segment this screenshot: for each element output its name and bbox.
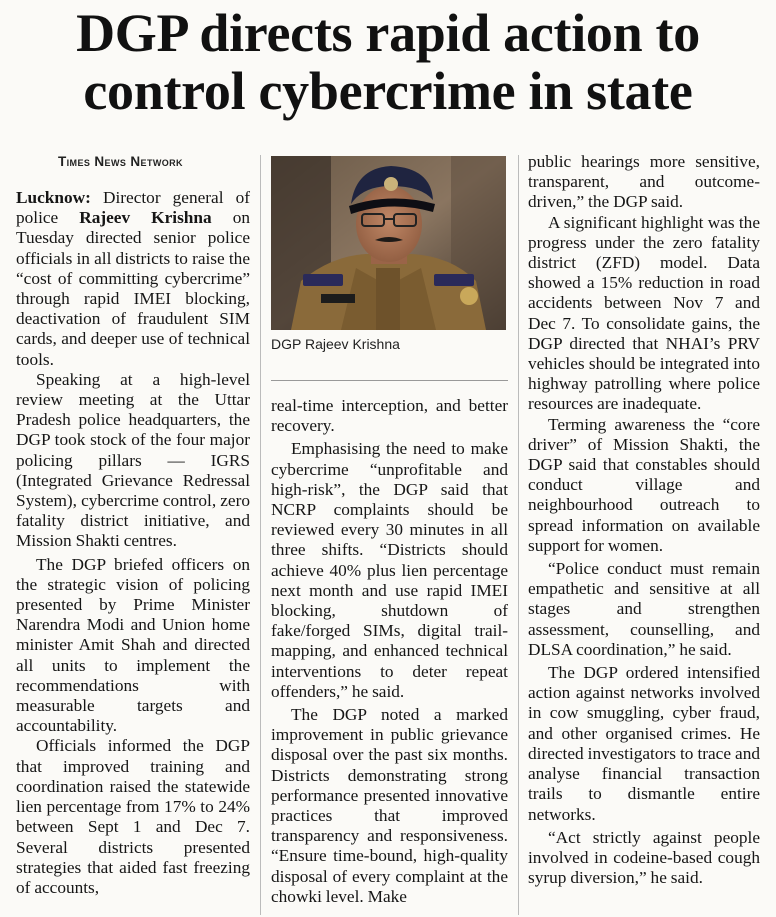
column-1 <box>16 188 250 898</box>
paragraph-text: Director general of police <box>16 188 250 228</box>
paragraph: “Act strictly against people involved in codeine-based cough syrup diversion,” he said. <box>528 827 760 888</box>
paragraph: Terming awareness the “core driver” of Mission Shakti, the DGP said that constables should conduct village and neighbourhood outreach to spread information on available support for women. <box>528 414 760 555</box>
photo-caption: DGP Rajeev Krishna <box>271 336 400 352</box>
paragraph <box>16 188 250 370</box>
paragraph: Speaking at a high-level review meeting at the Uttar Pradesh police headquarters, the DGP took stock of the four major policing pillars — IGRS (Integrated Grievance Redressal System), cybercrime control, zero fatality district initiative, and Mission Shakti centres. <box>16 369 250 551</box>
paragraph: public hearings more sensitive, transparent, and outcome-driven,” the DGP said. <box>528 152 760 212</box>
paragraph: The DGP briefed officers on the strategic vision of policing presented by Prime Minister Narendra Modi and Union home minister Amit Shah and directed all units to implement the recommendations with measurable targets and accountability. <box>16 554 250 736</box>
person-name: Rajeev Krishna <box>79 208 212 228</box>
byline: Times News Network <box>58 154 183 169</box>
column-3 <box>528 152 760 888</box>
paragraph: A significant highlight was the progress under the zero fatality district (ZFD) model. Data showed a 15% reduction in road accidents between Nov 7 and Dec 7. To consolidate gains, the DGP directed that NHAI’s PRV vehicles should be integrated into highway patrolling where police resources are inadequate. <box>528 212 760 414</box>
paragraph-text: on Tuesday directed senior police officials in all districts to raise the “cost of committing cybercrime” through rapid IMEI blocking, deactivation of fraudulent SIM cards, and deeper use of technical tools. <box>16 208 250 369</box>
column-divider <box>260 155 261 915</box>
paragraph: real-time interception, and better recovery. <box>271 396 508 436</box>
officer-portrait-image <box>271 156 506 330</box>
column-2 <box>271 396 508 907</box>
paragraph: The DGP ordered intensified action against networks involved in cow smuggling, cyber fraud, and other organised crimes. He directed investigators to trace and analyse financial transaction trails to dismantle entire networks. <box>528 663 760 824</box>
caption-divider <box>271 380 508 381</box>
headline-line-2: control cybercrime in state <box>83 61 693 121</box>
dateline: Lucknow: <box>16 188 91 207</box>
headline-line-1: DGP directs rapid action to <box>76 3 700 63</box>
paragraph: “Police conduct must remain empathetic and sensitive at all stages and strengthen assessment, counselling, and DLSA coordination,” he said. <box>528 559 760 659</box>
paragraph: Officials informed the DGP that improved training and coordination raised the statewide lien percentage from 17% to 24% between Sept 1 and Dec 7. Several districts presented strategies that aided fast freezing of accounts, <box>16 736 250 897</box>
officer-photo <box>271 156 506 330</box>
column-divider <box>518 155 519 915</box>
paragraph: Emphasising the need to make cybercrime “unprofitable and high-risk”, the DGP said that NCRP complaints should be reviewed every 30 minutes in all three shifts. “Districts should achieve 40% plus lien percentage next month and use rapid IMEI blocking, shutdown of fake/forged SIMs, digital trail-mapping, and enhanced technical interventions to deter repeat offenders,” he said. <box>271 439 508 701</box>
paragraph: The DGP noted a marked improvement in public grievance disposal over the past six months. Districts demonstrating strong performance presented innovative practices that improved transparency and responsiveness. “Ensure time-bound, high-quality disposal of every complaint at the chowki level. Make <box>271 705 508 906</box>
headline <box>0 4 776 120</box>
